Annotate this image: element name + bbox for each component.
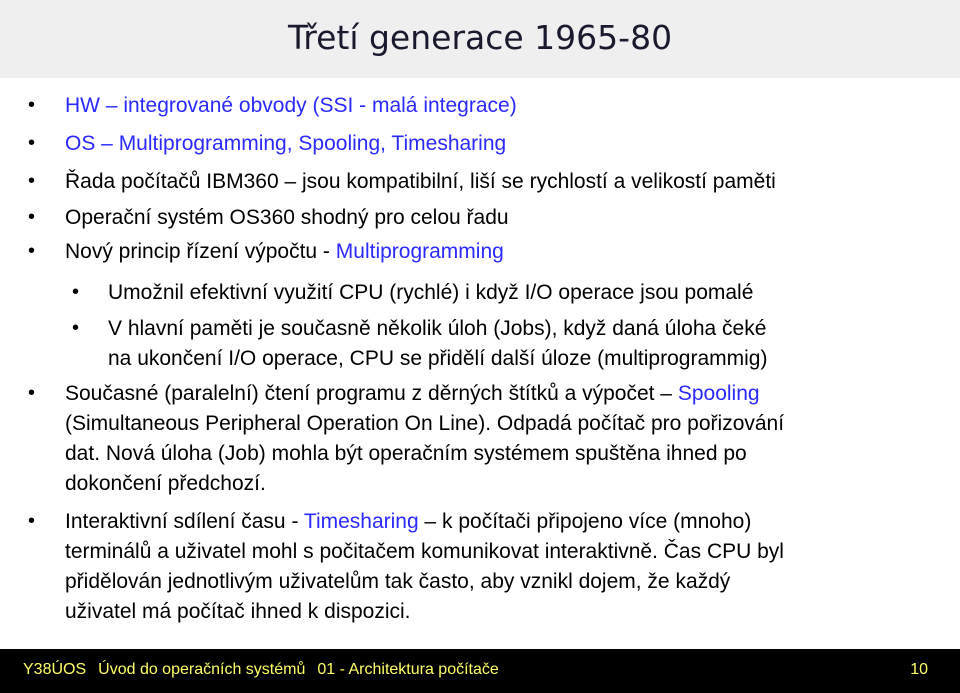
bullet-icon: • <box>72 317 80 339</box>
lecture-title: 01 - Architektura počítače <box>317 661 499 678</box>
page-number: 10 <box>910 661 928 678</box>
bullet-text: Umožnil efektivní využití CPU (rychlé) i když I/O operace jsou pomalé <box>108 281 754 304</box>
bullet-text: OS – Multiprogramming, Spooling, Timesharing <box>65 132 507 155</box>
bullet-text-suffix: – k počítači připojeno více (mnoho) <box>418 510 752 533</box>
bullet-text-line: V hlavní paměti je současně několik úloh (Jobs), když daná úloha čeké <box>108 317 767 340</box>
slide-title: Třetí generace 1965-80 <box>287 18 673 57</box>
bullet-text-prefix: Nový princip řízení výpočtu - <box>65 240 336 263</box>
course-code: Y38ÚOS <box>23 661 87 678</box>
bullet-text-line: přidělován jednotlivým uživatelům tak často, aby vznikl dojem, že každý <box>65 570 731 593</box>
bullet-icon: • <box>28 170 36 192</box>
bullet-text-line <box>65 506 751 537</box>
footer-bar <box>0 649 960 693</box>
bullet-text-prefix: Současné (paralelní) čtení programu z děrných štítků a výpočet – <box>65 382 678 405</box>
bullet-icon: • <box>28 240 36 262</box>
footer-course-info <box>23 661 499 679</box>
bullet-text: Operační systém OS360 shodný pro celou řadu <box>65 206 509 229</box>
course-name: Úvod do operačních systémů <box>98 661 306 678</box>
bullet-icon: • <box>28 132 36 154</box>
spooling-term: Spooling <box>677 382 760 405</box>
bullet-icon: • <box>28 510 36 532</box>
bullet-icon: • <box>28 94 36 116</box>
bullet-text-line: na ukončení I/O operace, CPU se přidělí další úloze (multiprogrammig) <box>108 347 768 370</box>
bullet-text-line: terminálů a uživatel mohl s počitačem komunikovat interaktivně. Čas CPU byl <box>65 540 784 563</box>
bullet-text-line: dat. Nová úloha (Job) mohla být operačním systémem spuštěna ihned po <box>65 442 747 465</box>
bullet-text <box>65 236 504 267</box>
bullet-text: Řada počítačů IBM360 – jsou kompatibilní, liší se rychlostí a velikostí paměti <box>65 170 776 193</box>
multiprogramming-term: Multiprogramming <box>335 240 504 263</box>
bullet-text-line: uživatel má počítač ihned k dispozici. <box>65 600 411 623</box>
bullet-text-prefix: Interaktivní sdílení času - <box>65 510 304 533</box>
bullet-text: HW – integrované obvody (SSI - malá integrace) <box>65 94 517 117</box>
bullet-icon: • <box>28 382 36 404</box>
bullet-text-line: (Simultaneous Peripheral Operation On Line). Odpadá počítač pro pořizování <box>65 412 785 435</box>
bullet-text-line: dokončení předchozí. <box>65 472 266 495</box>
bullet-text-line <box>65 378 760 409</box>
timesharing-term: Timesharing <box>303 510 419 533</box>
bullet-icon: • <box>28 206 36 228</box>
bullet-icon: • <box>72 281 80 303</box>
